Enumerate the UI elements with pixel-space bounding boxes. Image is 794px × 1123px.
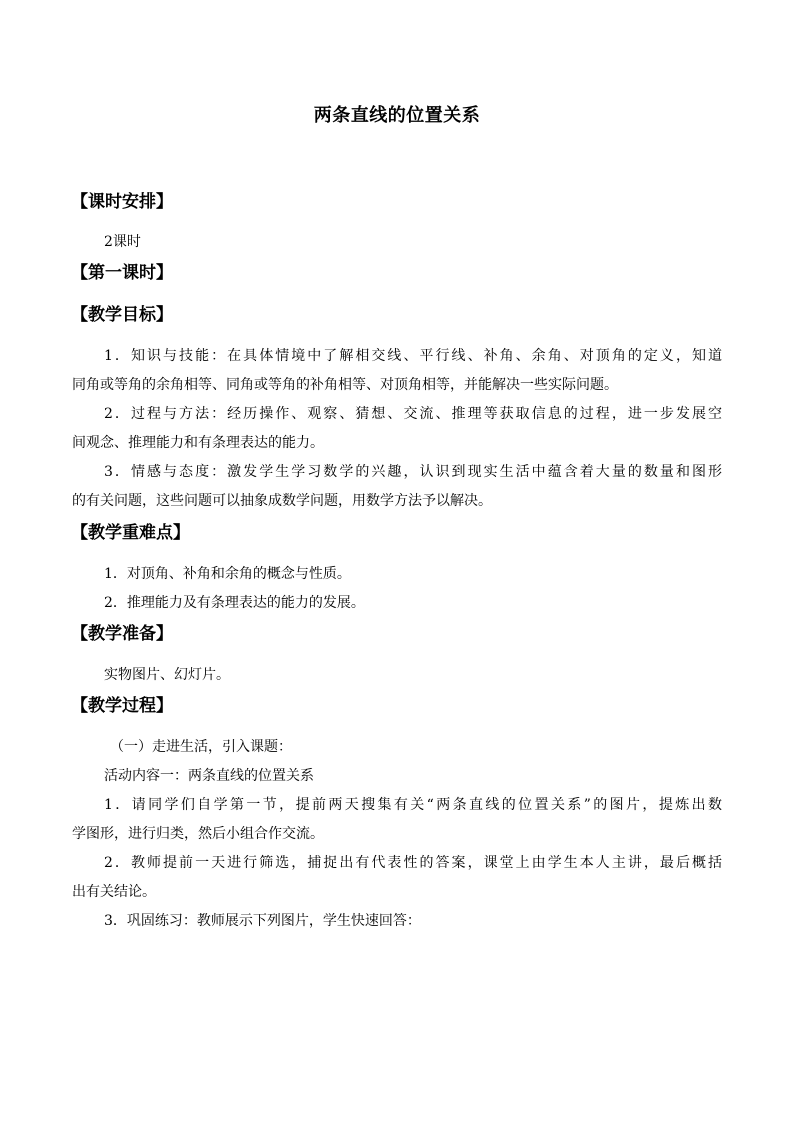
- preparation-text: 实物图片、幻灯片。: [104, 667, 230, 683]
- goal-1-line-1: 1．知识与技能：在具体情境中了解相交线、平行线、补角、余角、对顶角的定义，知道: [104, 348, 722, 364]
- process-3: 3．巩固练习：教师展示下列图片，学生快速回答：: [104, 913, 421, 929]
- goal-2-line-1: 2．过程与方法：经历操作、观察、猜想、交流、推理等获取信息的过程，进一步发展空: [104, 406, 722, 422]
- goal-3-line-1: 3．情感与态度：激发学生学习数学的兴趣，认识到现实生活中蕴含着大量的数量和图形: [104, 464, 722, 480]
- process-step-title: （一）走进生活，引入课题：: [110, 739, 292, 755]
- heading-lesson-one: 【第一课时】: [71, 263, 173, 283]
- key-point-2: 2．推理能力及有条理表达的能力的发展。: [104, 595, 365, 611]
- heading-preparation: 【教学准备】: [71, 624, 173, 644]
- heading-process: 【教学过程】: [71, 696, 173, 716]
- process-2-line-1: 2．教师提前一天进行筛选，捕捉出有代表性的答案，课堂上由学生本人主讲，最后概括: [104, 855, 722, 871]
- key-point-1: 1．对顶角、补角和余角的概念与性质。: [104, 566, 351, 582]
- schedule-text: 2课时: [104, 234, 141, 250]
- heading-key-points: 【教学重难点】: [71, 523, 190, 543]
- goal-3-line-2: 的有关问题，这些问题可以抽象成数学问题，用数学方法予以解决。: [72, 493, 492, 509]
- heading-schedule: 【课时安排】: [71, 192, 173, 212]
- heading-goals: 【教学目标】: [71, 305, 173, 325]
- goal-1-line-2: 同角或等角的余角相等、同角或等角的补角相等、对顶角相等，并能解决一些实际问题。: [72, 377, 618, 393]
- activity-title: 活动内容一：两条直线的位置关系: [104, 768, 314, 784]
- goal-2-line-2: 间观念、推理能力和有条理表达的能力。: [72, 435, 324, 451]
- process-1-line-2: 学图形，进行归类，然后小组合作交流。: [72, 826, 324, 842]
- document-title: 两条直线的位置关系: [313, 105, 481, 126]
- process-2-line-2: 出有关结论。: [72, 884, 156, 900]
- process-1-line-1: 1．请同学们自学第一节，提前两天搜集有关“两条直线的位置关系”的图片，提炼出数: [104, 797, 722, 813]
